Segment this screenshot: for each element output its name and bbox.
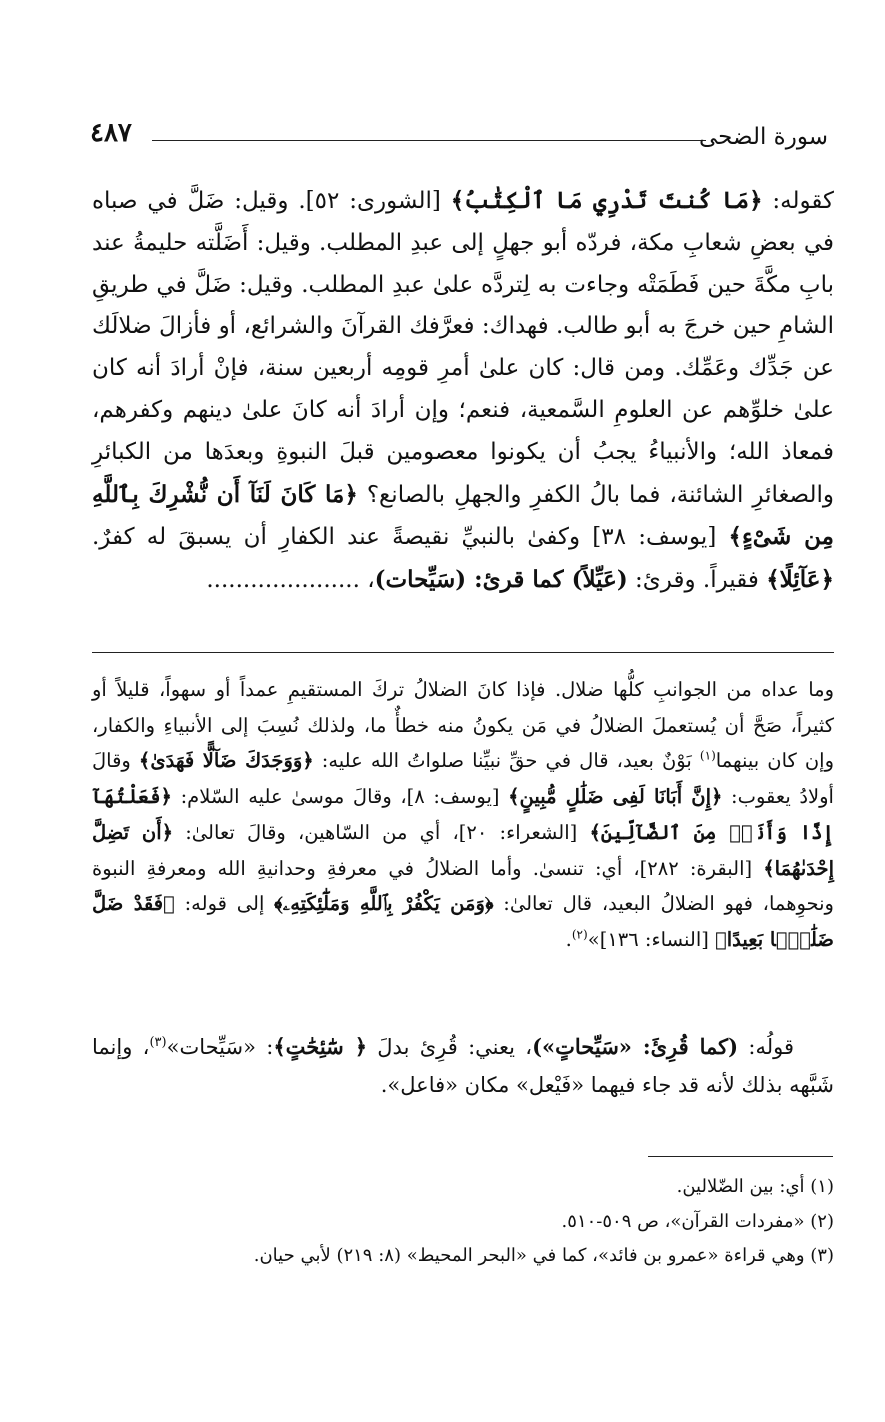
surah-title: سورة الضحى — [699, 124, 828, 150]
quran-verse: ﴿وَوَجَدَكَ ضَآلًّا فَهَدَىٰ﴾ — [138, 749, 314, 773]
gloss-body: إلى قوله: — [174, 892, 275, 916]
running-header — [90, 118, 828, 158]
second-commentary — [92, 1028, 834, 1104]
quran-verse: ﴿فَقَدْ ضَلَّ ضَلَٰلًۢا بَعِيدًا﴾ — [92, 892, 834, 951]
commentary-text — [92, 180, 834, 602]
commentary-body: ، وإنما شَبَّهه بذلك لأنه قد جاء فيهما «فَيْعل» مكان «فاعل». — [92, 1035, 834, 1097]
quran-verse: ﴿وَمَن يَكْفُرْ بِٱللَّهِ وَمَلَٰٓئِكَتِهِۦ﴾ — [274, 892, 494, 916]
quran-reading: (عَيِّلاً) كما قرئ: (سَيِّحات) — [374, 566, 628, 594]
commentary-ending: ، ..................... — [206, 567, 375, 594]
commentary-paragraph — [92, 180, 834, 602]
quran-verse: ﴿عَآئِلًا﴾ — [766, 566, 834, 594]
commentary-body: [يوسف: ٣٨] وكفىٰ بالنبيِّ نقيصةً عند الكفارِ أن يسبقَ له كفرٌ. — [92, 524, 729, 551]
footnotes — [92, 1170, 834, 1274]
footnote-ref[interactable]: (٣) — [149, 1035, 167, 1050]
commentary-intro: كقوله: — [762, 188, 834, 214]
gloss-body: [يوسف: ٨]، وقالَ موسىٰ عليه السّلام: — [171, 785, 509, 809]
commentary-body: [الشورى: ٥٢]. وقيل: ضَلَّ في صباه في بعضِ شعابِ مكة، فردّه أبو جهلٍ إلى عبدِ المطلب. وقيل: أَضَلَّته حليمةُ عند بابِ مكَّةَ حين فَطَمَتْه وجاءت به لِتردَّه علىٰ عبدِ المطلب. وقيل: ضَلَّ في طريقِ الشامِ حين خرجَ به أبو طالب. فهداك: فعرَّفك القرآنَ والشرائع، أو فأزالَ ضلالَك عن جَدِّك وعَمِّك. ومن قال: كان علىٰ أمرِ قومِه أربعين سنة، فإنْ أرادَ أنه كان علىٰ خلوِّهم عن العلومِ السَّمعية، فنعم؛ وإن أرادَ أنه كانَ علىٰ دينهم وكفرهم، فمعاذ الله؛ والأنبياءُ يجبُ أن يكونوا معصومين قبلَ النبوةِ وبعدَها من الكبائرِ والصغائرِ الشائنة، فما بالُ الكفرِ والجهلِ بالصانع؟ — [92, 188, 835, 508]
commentary-body: ، يعني: قُرِئ بدلَ — [367, 1035, 533, 1059]
quran-verse: ﴿ سَٰٓئِحَٰتٍ﴾ — [273, 1034, 367, 1059]
quran-verse: ﴿فَعَلْتُهَآ إِذًا وَأَنَا۠ مِنَ ٱلضَّآلِّينَ﴾ — [92, 785, 834, 844]
gloss-body: وقالَ أولادُ يعقوب: — [92, 749, 834, 809]
footnote-rule — [648, 1156, 833, 1157]
page-number: ٤٨٧ — [90, 118, 132, 148]
footnote-item: (٣) وهي قراءة «عمرو بن فائد»، كما في «البحر المحيط» (٨: ٢١٩) لأبي حيان. — [253, 1245, 834, 1266]
gloss-body: [البقرة: ٢٨٢]، أي: تنسىٰ. وأما الضلالُ في معرفةِ وحدانيةِ الله ومعرفةِ النبوة ونحوِهما، فهو الضلالُ البعيد، قال تعالىٰ: — [92, 856, 834, 916]
footnote-item: (٢) «مفردات القرآن»، ص ٥٠٩-٥١٠. — [561, 1210, 834, 1232]
gloss-body: [الشعراء: ٢٠]، أي من السّاهين، وقالَ تعالىٰ: — [173, 820, 590, 844]
section-divider — [92, 652, 834, 653]
gloss-body: [النساء: ١٣٦]» — [587, 927, 716, 951]
commentary-body: قولُه: — [738, 1035, 795, 1059]
gloss-body: . — [565, 927, 572, 951]
quoted-reading: (كما قُرِئَ: «سَيِّحاتٍ») — [532, 1034, 739, 1059]
commentary-paragraph — [92, 1028, 834, 1104]
footnote-ref[interactable]: (١) — [699, 748, 716, 763]
header-rule — [152, 140, 706, 141]
gloss-paragraph — [92, 672, 834, 958]
gloss-body: بَوْنٌ بعيد، قال في حقِّ نبيِّنا صلواتُ الله عليه: — [313, 749, 700, 773]
gloss-body: وما عداه من الجوانبِ كلُّها ضلال. فإذا كانَ الضلالُ تركَ المستقيمِ عمداً أو سهواً، قليلاً أو كثيراً، صَحَّ أن يُستعملَ الضلالُ في مَن يكونُ منه خطأٌ ما، ولذلك نُسِبَ إلى الأنبياءِ والكفار، وإن كان بينهما — [92, 678, 835, 773]
gloss-text — [92, 672, 834, 958]
quran-verse: ﴿مَا كُنتَ تَدْرِي مَا ٱلْكِتَٰبُ﴾ — [450, 187, 763, 214]
footnote-ref[interactable]: (٢) — [571, 927, 588, 942]
quran-verse: ﴿مَا كَانَ لَنَآ أَن نُّشْرِكَ بِٱللَّهِ مِن شَىْءٍ﴾ — [92, 480, 834, 551]
commentary-body: فقيراً. وقرئ: — [627, 567, 767, 594]
quran-verse: ﴿إِنَّ أَبَانَا لَفِى ضَلَٰلٍ مُّبِينٍ﴾ — [508, 785, 723, 809]
commentary-body: : «سَيِّحات» — [166, 1035, 274, 1059]
footnote-item: (١) أي: بين الضّلالين. — [676, 1176, 834, 1197]
quran-verse: ﴿أَن تَضِلَّ إِحْدَىٰهُمَا﴾ — [92, 820, 834, 880]
